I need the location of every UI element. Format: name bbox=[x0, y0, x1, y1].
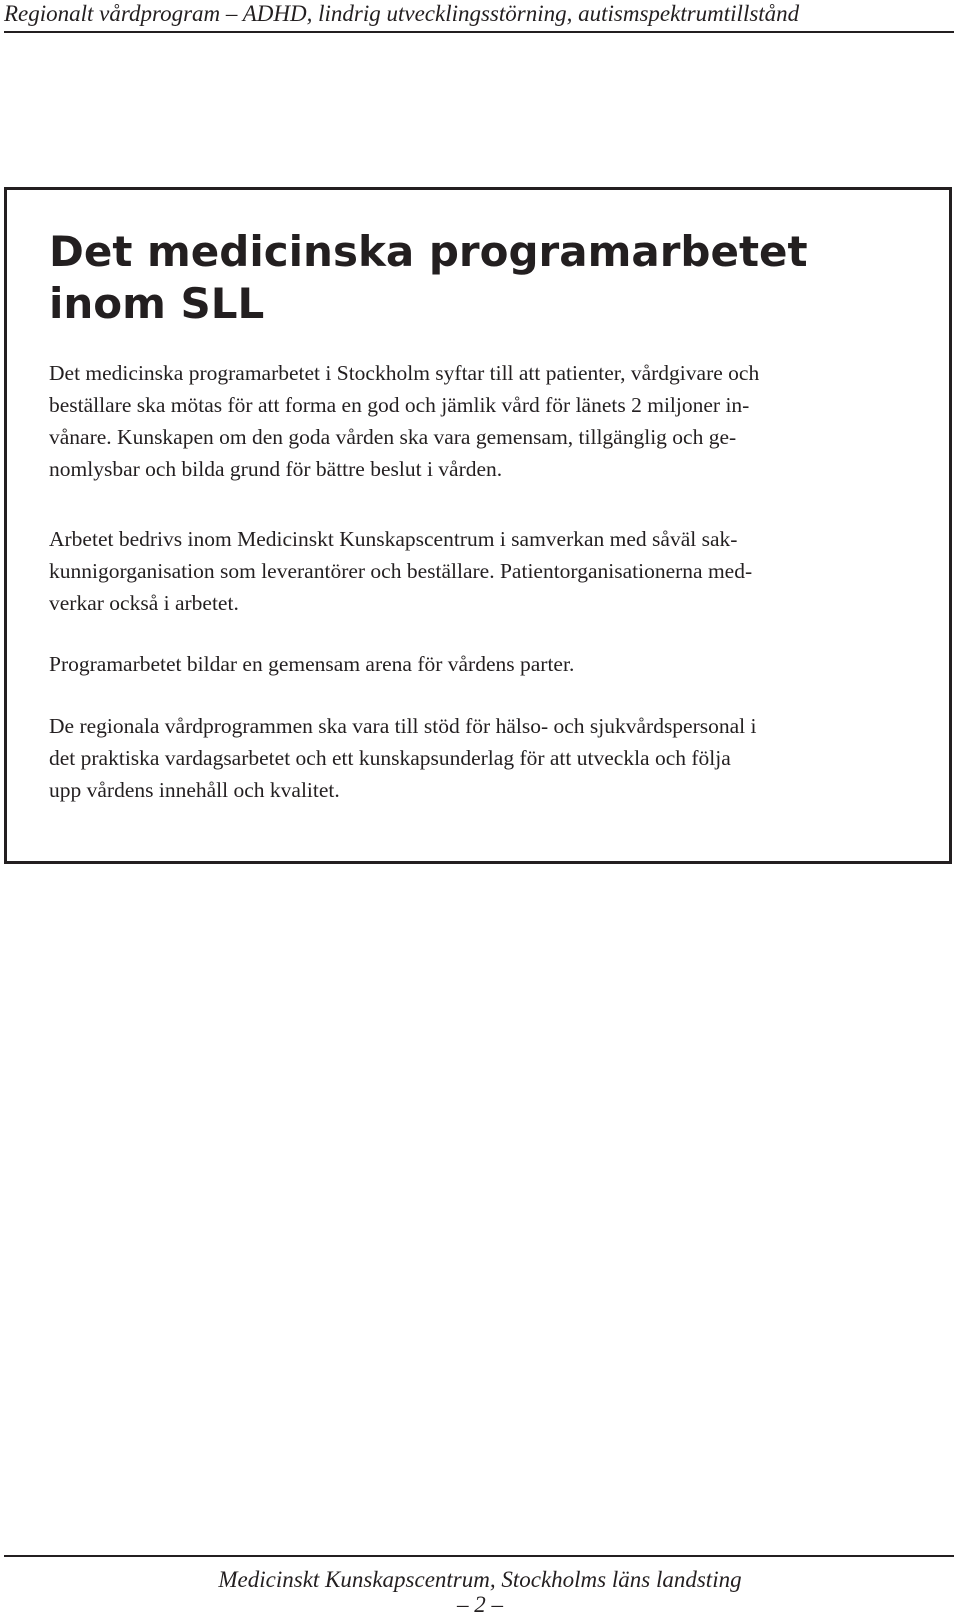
paragraph-line: De regionala vårdprogrammen ska vara till stöd för hälso- och sjukvårdspersonal i bbox=[49, 714, 757, 738]
paragraph-line: beställare ska mötas för att forma en god och jämlik vård för länets 2 miljoner in- bbox=[49, 393, 750, 417]
box-title bbox=[49, 226, 808, 330]
paragraph-line: det praktiska vardagsarbetet och ett kunskapsunderlag för att utveckla och följa bbox=[49, 746, 731, 770]
running-header-title: Regionalt vårdprogram – ADHD, lindrig utvecklingsstörning, autismspektrumtillstånd bbox=[4, 1, 800, 26]
page-number: – 2 – bbox=[457, 1592, 503, 1617]
paragraph-arena bbox=[49, 648, 909, 680]
paragraph-line: Det medicinska programarbetet i Stockholm syftar till att patienter, vårdgivare och bbox=[49, 361, 760, 385]
box-title-line: inom SLL bbox=[49, 279, 265, 328]
paragraph-line: kunnigorganisation som leverantörer och beställare. Patientorganisationerna med- bbox=[49, 559, 753, 583]
paragraph-line: Arbetet bedrivs inom Medicinskt Kunskapscentrum i samverkan med såväl sak- bbox=[49, 527, 738, 551]
running-header bbox=[4, 0, 954, 33]
paragraph-line: Programarbetet bildar en gemensam arena för vårdens parter. bbox=[49, 652, 575, 676]
paragraph-intro bbox=[49, 357, 909, 485]
footer-rule bbox=[4, 1555, 954, 1557]
paragraph-line: nomlysbar och bilda grund för bättre beslut i vården. bbox=[49, 457, 503, 481]
box-title-line: Det medicinska programarbetet bbox=[49, 227, 808, 276]
paragraph-line: verkar också i arbetet. bbox=[49, 591, 239, 615]
footer-publisher: Medicinskt Kunskapscentrum, Stockholms läns landsting bbox=[218, 1567, 742, 1592]
paragraph-organisation bbox=[49, 523, 909, 619]
paragraph-purpose bbox=[49, 710, 909, 806]
paragraph-line: vånare. Kunskapen om den goda vården ska vara gemensam, tillgänglig och ge- bbox=[49, 425, 737, 449]
info-box bbox=[4, 187, 952, 864]
paragraph-line: upp vårdens innehåll och kvalitet. bbox=[49, 778, 340, 802]
